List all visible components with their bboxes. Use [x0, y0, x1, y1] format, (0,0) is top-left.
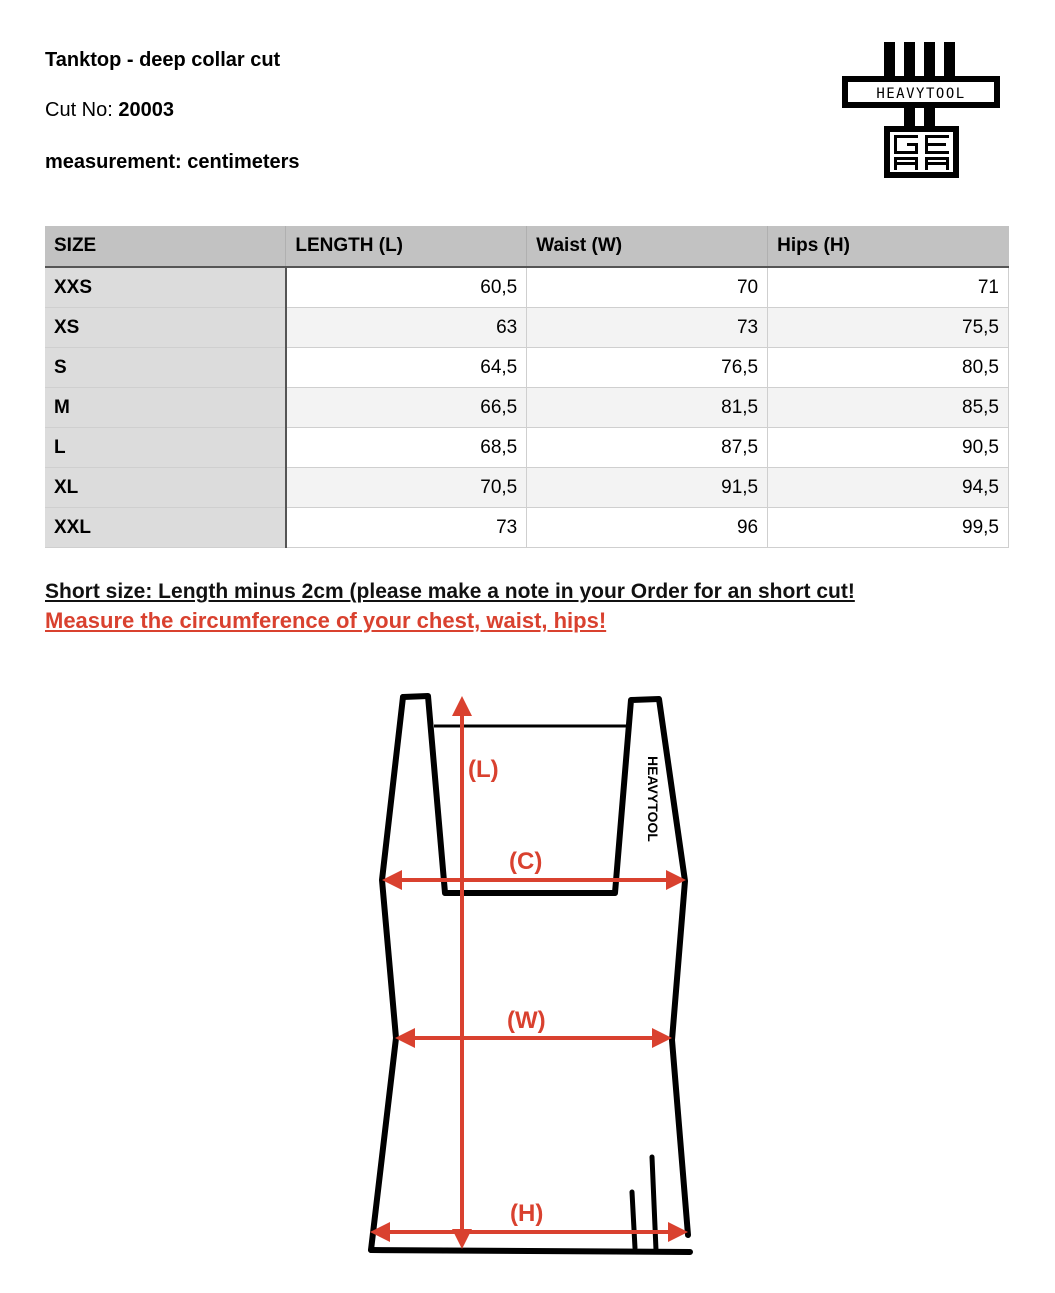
- tanktop-measurement-diagram: [355, 680, 705, 1260]
- heavytool-gear-logo: [842, 42, 1000, 178]
- cut-number-label: Cut No:: [45, 99, 113, 121]
- tanktop-outline: [371, 696, 690, 1252]
- brand-vertical-text: HEAVYTOOL: [645, 756, 661, 842]
- cut-number-value: 20003: [118, 99, 174, 121]
- cell-size: XXS: [45, 267, 286, 308]
- table-row: [45, 508, 1009, 548]
- measurement-unit: measurement: centimeters: [45, 151, 300, 173]
- cell-hips: 80,5: [768, 348, 1009, 388]
- label-chest: (C): [509, 848, 543, 875]
- cell-length: 68,5: [286, 428, 527, 468]
- cell-size: L: [45, 428, 286, 468]
- header-waist: Waist (W): [527, 226, 768, 267]
- cell-waist: 73: [527, 308, 768, 348]
- label-waist: (W): [507, 1007, 546, 1034]
- cut-number-line: [45, 99, 174, 122]
- cell-hips: 94,5: [768, 468, 1009, 508]
- table-row: [45, 468, 1009, 508]
- cell-length: 70,5: [286, 468, 527, 508]
- table-row: [45, 267, 1009, 308]
- cell-waist: 76,5: [527, 348, 768, 388]
- measure-instruction: Measure the circumference of your chest, waist, hips!: [45, 608, 607, 633]
- cell-size: XXL: [45, 508, 286, 548]
- cell-size: XS: [45, 308, 286, 348]
- logo-text-gear: GEAR: [842, 42, 845, 43]
- cell-waist: 81,5: [527, 388, 768, 428]
- table-row: [45, 348, 1009, 388]
- cell-size: M: [45, 388, 286, 428]
- cell-length: 63: [286, 308, 527, 348]
- header-hips: Hips (H): [768, 226, 1009, 267]
- short-size-note: Short size: Length minus 2cm (please make a note in your Order for an short cut!: [45, 580, 855, 603]
- label-length: (L): [468, 756, 499, 783]
- cell-length: 60,5: [286, 267, 527, 308]
- cell-hips: 99,5: [768, 508, 1009, 548]
- table-header-row: [45, 226, 1009, 267]
- cell-waist: 91,5: [527, 468, 768, 508]
- label-hips: (H): [510, 1200, 544, 1227]
- cell-hips: 71: [768, 267, 1009, 308]
- product-title: Tanktop - deep collar cut: [45, 49, 281, 71]
- table-row: [45, 428, 1009, 468]
- table-row: [45, 308, 1009, 348]
- cell-length: 73: [286, 508, 527, 548]
- table-row: [45, 388, 1009, 428]
- cell-size: S: [45, 348, 286, 388]
- cell-waist: 70: [527, 267, 768, 308]
- header-length: LENGTH (L): [286, 226, 527, 267]
- logo-text-heavytool: HEAVYTOOL: [876, 86, 966, 102]
- cell-length: 64,5: [286, 348, 527, 388]
- cell-waist: 96: [527, 508, 768, 548]
- cell-hips: 75,5: [768, 308, 1009, 348]
- size-chart-table: [45, 226, 1009, 548]
- cell-hips: 85,5: [768, 388, 1009, 428]
- header-size: SIZE: [45, 226, 286, 267]
- cell-length: 66,5: [286, 388, 527, 428]
- cell-waist: 87,5: [527, 428, 768, 468]
- cell-size: XL: [45, 468, 286, 508]
- cell-hips: 90,5: [768, 428, 1009, 468]
